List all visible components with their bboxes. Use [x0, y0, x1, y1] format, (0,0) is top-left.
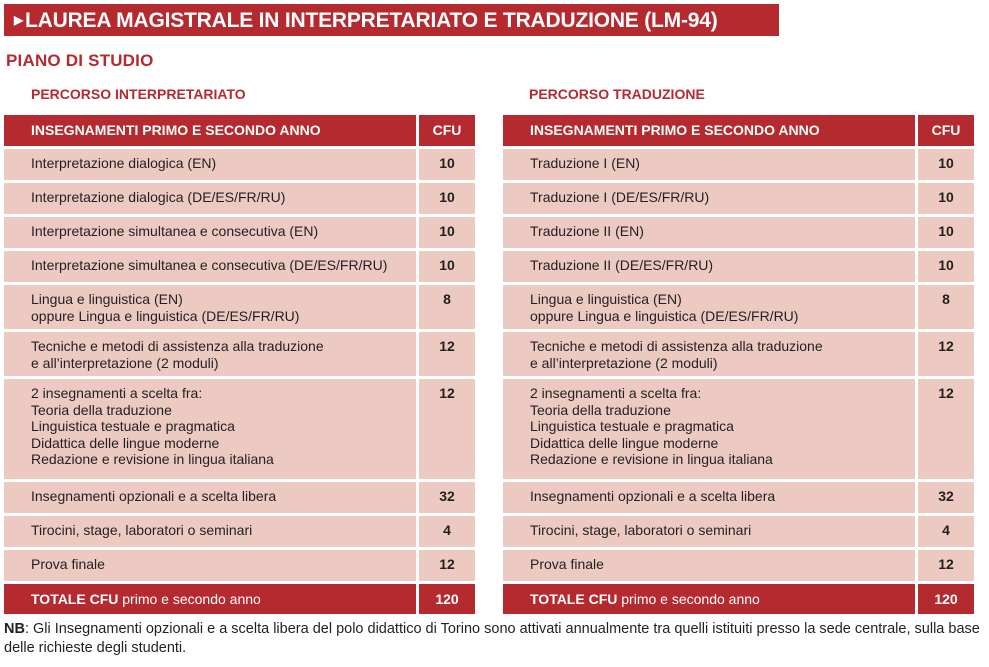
course-line: Traduzione I (EN) [530, 155, 640, 171]
course-cell [503, 251, 915, 282]
course-line: Linguistica testuale e pragmatica [31, 418, 235, 434]
course-line: Interpretazione simultanea e consecutiva (DE/ES/FR/RU) [31, 257, 388, 273]
cfu-cell: 10 [918, 251, 974, 282]
course-line: Lingua e linguistica (EN) [530, 291, 682, 307]
table-traduzione [503, 115, 974, 614]
degree-title: LAUREA MAGISTRALE IN INTERPRETARIATO E TRADUZIONE (LM-94) [25, 9, 718, 32]
cfu-cell: 10 [918, 217, 974, 248]
course-cell [4, 149, 416, 180]
course-line: Teoria della traduzione [530, 401, 671, 418]
cfu-cell: 10 [419, 251, 475, 282]
course-cell [4, 516, 416, 547]
total-label-bold: TOTALE CFU [31, 591, 119, 607]
course-line: oppure Lingua e linguistica (DE/ES/FR/RU) [530, 307, 799, 324]
course-cell [503, 217, 915, 248]
header-cfu: CFU [918, 115, 974, 146]
course-line: Didattica delle lingue moderne [31, 434, 220, 451]
cfu-cell: 12 [918, 379, 974, 479]
course-cell [503, 149, 915, 180]
total-label-bold: TOTALE CFU [530, 591, 618, 607]
course-line: oppure Lingua e linguistica (DE/ES/FR/RU) [31, 307, 300, 324]
course-line: Tecniche e metodi di assistenza alla traduzione [31, 338, 324, 354]
cfu-cell: 10 [419, 149, 475, 180]
section-title-interpretariato: PERCORSO INTERPRETARIATO [31, 86, 246, 102]
cfu-cell: 10 [918, 149, 974, 180]
course-cell [4, 332, 416, 376]
footnote [4, 620, 984, 658]
table-interpretariato [4, 115, 475, 614]
course-line: Lingua e linguistica (EN) [31, 291, 183, 307]
cfu-cell: 12 [419, 550, 475, 581]
total-label [4, 584, 416, 614]
course-cell [503, 482, 915, 513]
course-cell [503, 332, 915, 376]
total-label [503, 584, 915, 614]
course-cell [503, 516, 915, 547]
course-cell [503, 183, 915, 214]
course-cell [503, 550, 915, 581]
cfu-cell: 32 [419, 482, 475, 513]
cfu-cell: 10 [419, 217, 475, 248]
cfu-cell: 32 [918, 482, 974, 513]
cfu-cell: 12 [419, 332, 475, 376]
course-line: e all’interpretazione (2 moduli) [31, 354, 219, 371]
footnote-label: NB [4, 621, 25, 637]
course-line: Redazione e revisione in lingua italiana [31, 451, 274, 467]
course-cell [4, 183, 416, 214]
total-label-rest: primo e secondo anno [118, 591, 261, 607]
cfu-cell: 4 [419, 516, 475, 547]
cfu-cell: 8 [918, 285, 974, 329]
cfu-cell: 4 [918, 516, 974, 547]
course-line: Prova finale [530, 556, 604, 572]
plan-title: PIANO DI STUDIO [6, 51, 154, 70]
course-line: 2 insegnamenti a scelta fra: [530, 385, 702, 401]
course-cell [503, 285, 915, 329]
course-line: Insegnamenti opzionali e a scelta libera [530, 488, 776, 504]
course-cell [503, 379, 915, 479]
course-line: Tirocini, stage, laboratori o seminari [31, 522, 253, 538]
course-line: Linguistica testuale e pragmatica [530, 418, 734, 434]
course-cell [4, 550, 416, 581]
course-line: Interpretazione dialogica (DE/ES/FR/RU) [31, 189, 286, 205]
degree-banner [4, 4, 779, 36]
cfu-cell: 10 [918, 183, 974, 214]
total-cfu: 120 [918, 584, 974, 614]
course-cell [4, 217, 416, 248]
course-line: Prova finale [31, 556, 105, 572]
course-line: Interpretazione simultanea e consecutiva (EN) [31, 223, 319, 239]
cfu-cell: 12 [918, 332, 974, 376]
section-title-traduzione: PERCORSO TRADUZIONE [529, 86, 705, 102]
total-label-rest: primo e secondo anno [617, 591, 760, 607]
cfu-cell: 12 [419, 379, 475, 479]
course-line: Tecniche e metodi di assistenza alla traduzione [530, 338, 823, 354]
cfu-cell: 12 [918, 550, 974, 581]
course-line: Teoria della traduzione [31, 401, 172, 418]
course-line: Didattica delle lingue moderne [530, 434, 719, 451]
course-line: 2 insegnamenti a scelta fra: [31, 385, 203, 401]
course-line: Redazione e revisione in lingua italiana [530, 451, 773, 467]
course-line: Traduzione II (DE/ES/FR/RU) [530, 257, 714, 273]
triangle-arrow-icon: ▶ [14, 13, 24, 27]
course-line: e all’interpretazione (2 moduli) [530, 354, 718, 371]
footnote-text: : Gli Insegnamenti opzionali e a scelta libera del polo didattico di Torino sono attivati annualmente tra quelli istituiti presso la sede centrale, sulla base delle richieste degli studenti. [4, 621, 980, 656]
cfu-cell: 10 [419, 183, 475, 214]
header-course: INSEGNAMENTI PRIMO E SECONDO ANNO [503, 115, 915, 146]
course-cell [4, 379, 416, 479]
course-cell [4, 482, 416, 513]
header-course: INSEGNAMENTI PRIMO E SECONDO ANNO [4, 115, 416, 146]
header-cfu: CFU [419, 115, 475, 146]
course-line: Insegnamenti opzionali e a scelta libera [31, 488, 277, 504]
course-cell [4, 251, 416, 282]
course-line: Interpretazione dialogica (EN) [31, 155, 217, 171]
course-line: Tirocini, stage, laboratori o seminari [530, 522, 752, 538]
course-line: Traduzione II (EN) [530, 223, 644, 239]
course-cell [4, 285, 416, 329]
cfu-cell: 8 [419, 285, 475, 329]
total-cfu: 120 [419, 584, 475, 614]
course-line: Traduzione I (DE/ES/FR/RU) [530, 189, 710, 205]
